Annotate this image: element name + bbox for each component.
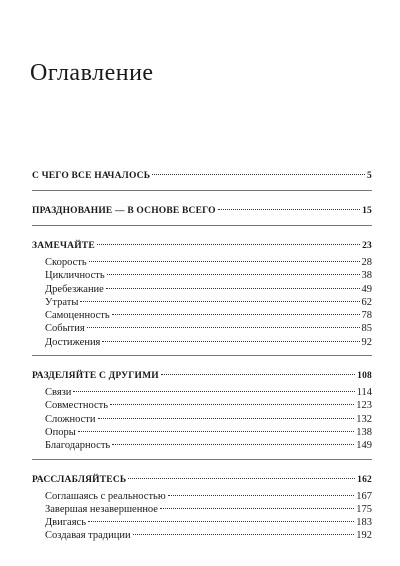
subentry-title: Сложности bbox=[45, 413, 96, 425]
subentry-title: Самоценность bbox=[45, 310, 110, 322]
page-number: 132 bbox=[356, 413, 372, 425]
subentry-title: Благодарность bbox=[45, 440, 111, 452]
subentry-title: Достижения bbox=[45, 336, 101, 348]
dot-leader bbox=[160, 499, 354, 509]
dot-leader bbox=[97, 235, 360, 245]
subentry-title: Скорость bbox=[45, 257, 87, 268]
table-of-contents bbox=[32, 162, 372, 542]
chapter-title: ЗАМЕЧАЙТЕ bbox=[32, 241, 95, 251]
dot-leader bbox=[106, 279, 360, 289]
toc-subentry[interactable] bbox=[32, 438, 372, 451]
toc-section bbox=[32, 472, 372, 542]
dot-leader bbox=[87, 318, 360, 328]
toc-section bbox=[32, 368, 372, 451]
toc-chapter-entry[interactable] bbox=[32, 203, 372, 217]
toc-chapter-entry[interactable] bbox=[32, 472, 372, 486]
dot-leader bbox=[78, 422, 354, 432]
page-number: 38 bbox=[361, 270, 372, 282]
page-number: 175 bbox=[356, 503, 372, 515]
subentry-title: Связи bbox=[45, 387, 72, 399]
page-number: 149 bbox=[356, 440, 372, 452]
page-number: 15 bbox=[362, 206, 372, 216]
page-number: 62 bbox=[361, 296, 372, 308]
subentry-title: Утраты bbox=[45, 296, 79, 308]
page-number: 23 bbox=[362, 241, 372, 251]
toc-subentry[interactable] bbox=[32, 335, 372, 348]
page-number: 108 bbox=[357, 371, 372, 382]
page-number: 183 bbox=[356, 517, 372, 529]
dot-leader bbox=[102, 332, 359, 342]
dot-leader bbox=[112, 435, 354, 445]
page-number: 167 bbox=[356, 490, 372, 502]
subentry-title: Цикличность bbox=[45, 270, 105, 282]
dot-leader bbox=[112, 305, 360, 315]
subentry-title: Создавая традиции bbox=[45, 530, 131, 542]
section-divider bbox=[32, 225, 372, 226]
dot-leader bbox=[88, 512, 354, 522]
dot-leader bbox=[80, 292, 359, 302]
subentry-title: Завершая незавершенное bbox=[45, 503, 158, 515]
subentry-title: Соглашаясь с реальностью bbox=[45, 490, 166, 502]
subentry-title: События bbox=[45, 323, 85, 335]
page-number: 92 bbox=[361, 336, 372, 348]
chapter-title: РАЗДЕЛЯЙТЕ С ДРУГИМИ bbox=[32, 371, 159, 382]
page-number: 138 bbox=[356, 426, 372, 438]
section-divider bbox=[32, 190, 372, 191]
page-number: 5 bbox=[367, 171, 372, 181]
page-title: Оглавление bbox=[30, 60, 154, 86]
toc-chapter-entry[interactable] bbox=[32, 238, 372, 252]
subentry-title: Опоры bbox=[45, 426, 76, 438]
dot-leader bbox=[161, 365, 355, 375]
toc-section bbox=[32, 203, 372, 217]
dot-leader bbox=[218, 200, 360, 210]
toc-section bbox=[32, 168, 372, 182]
page-number: 49 bbox=[361, 283, 372, 295]
toc-chapter-entry[interactable] bbox=[32, 168, 372, 182]
dot-leader bbox=[133, 525, 355, 535]
page-number: 192 bbox=[356, 530, 372, 542]
toc-subentry[interactable] bbox=[32, 528, 372, 541]
page-number: 123 bbox=[356, 400, 372, 412]
page-number: 28 bbox=[361, 257, 372, 268]
toc-section bbox=[32, 238, 372, 348]
subentry-title: Дребезжание bbox=[45, 283, 104, 295]
subentry-title: Совместность bbox=[45, 400, 109, 412]
page-number: 85 bbox=[361, 323, 372, 335]
dot-leader bbox=[110, 395, 354, 405]
toc-chapter-entry[interactable] bbox=[32, 368, 372, 382]
page-number: 114 bbox=[356, 387, 372, 399]
dot-leader bbox=[152, 165, 365, 175]
page-number: 162 bbox=[357, 474, 372, 485]
dot-leader bbox=[98, 409, 355, 419]
chapter-title: РАССЛАБЛЯЙТЕСЬ bbox=[32, 474, 127, 485]
chapter-title: ПРАЗДНОВАНИЕ — В ОСНОВЕ ВСЕГО bbox=[32, 206, 216, 216]
chapter-title: С ЧЕГО ВСЕ НАЧАЛОСЬ bbox=[32, 171, 151, 181]
section-divider bbox=[32, 459, 372, 460]
section-divider bbox=[32, 355, 372, 356]
dot-leader bbox=[73, 382, 354, 392]
dot-leader bbox=[89, 252, 360, 262]
dot-leader bbox=[128, 469, 355, 479]
subentry-title: Двигаясь bbox=[45, 517, 86, 529]
dot-leader bbox=[107, 265, 360, 275]
page-number: 78 bbox=[361, 310, 372, 322]
dot-leader bbox=[168, 486, 355, 496]
